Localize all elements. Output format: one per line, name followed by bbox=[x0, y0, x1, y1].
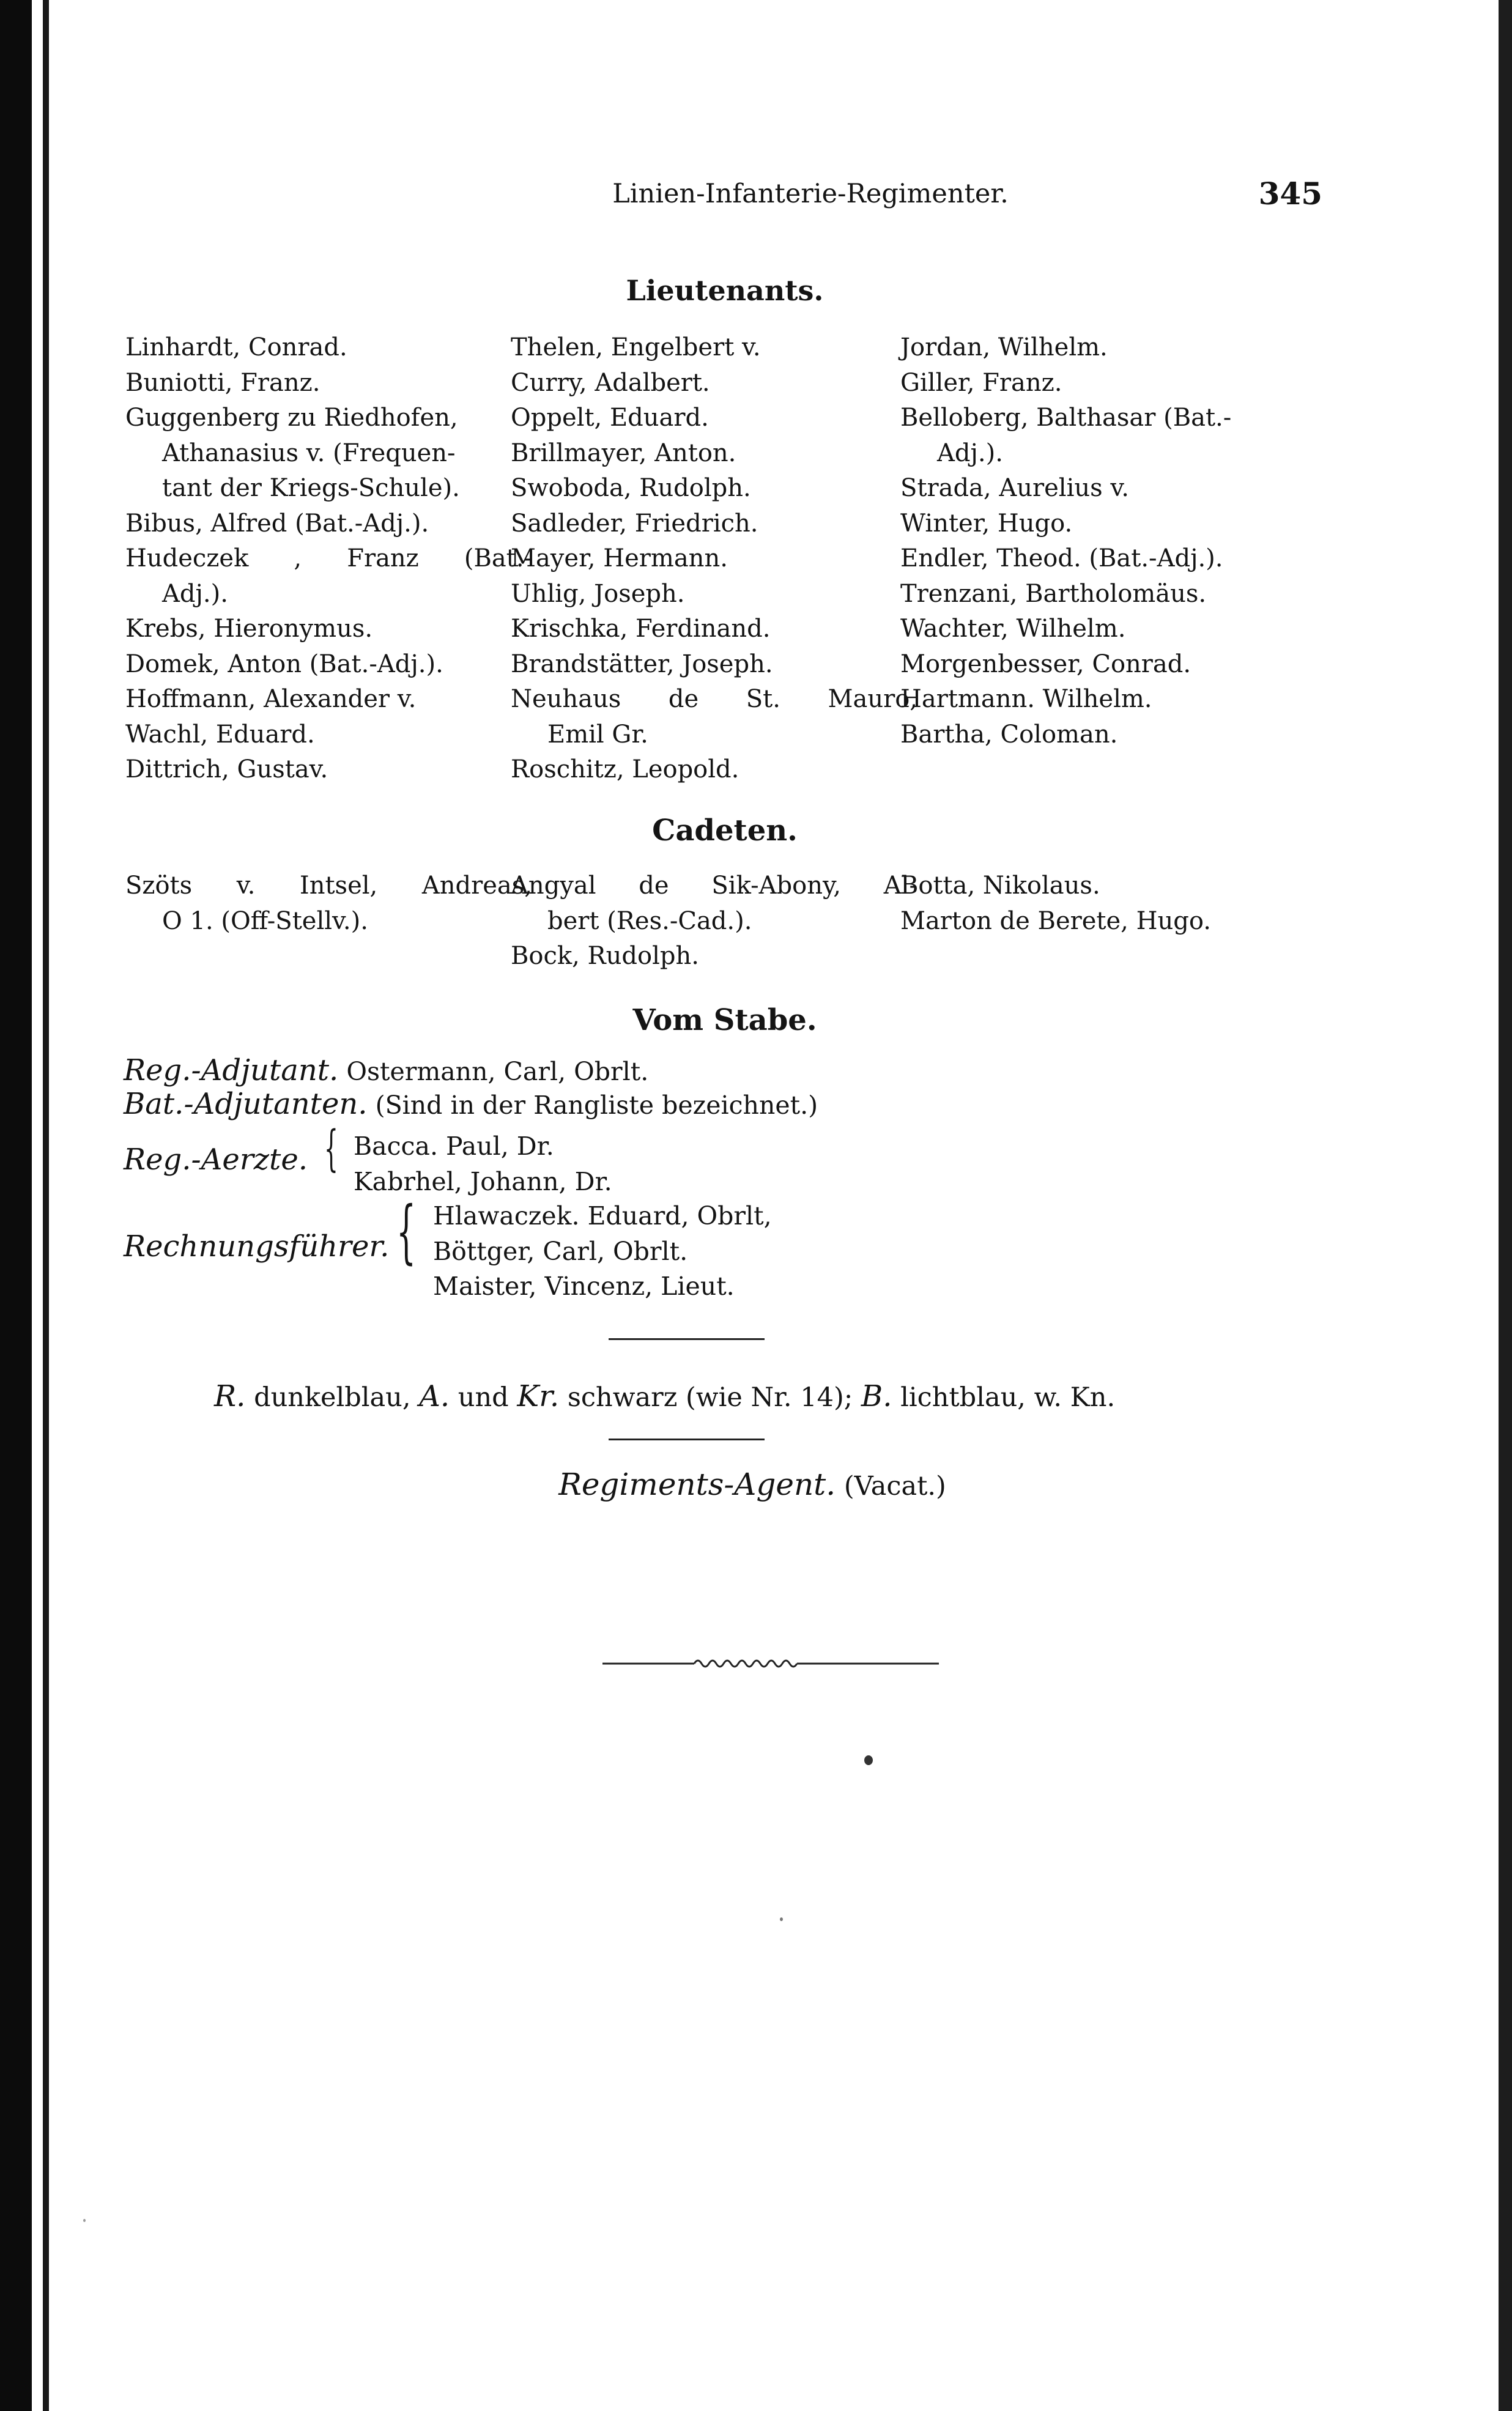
tailpiece-ornament bbox=[602, 1651, 939, 1676]
list-entry: Wachl, Eduard. bbox=[125, 720, 315, 749]
list-entry: Giller, Franz. bbox=[900, 368, 1062, 397]
list-entry: Winter, Hugo. bbox=[900, 509, 1073, 538]
page-number: 345 bbox=[1258, 176, 1322, 212]
list-entry-continuation: bert (Res.-Cad.). bbox=[547, 906, 752, 935]
scan-border-left-inner bbox=[43, 0, 49, 2411]
list-entry: Roschitz, Leopold. bbox=[511, 755, 739, 783]
list-entry: Krischka, Ferdinand. bbox=[511, 615, 771, 643]
list-entry: Bibus, Alfred (Bat.-Adj.). bbox=[125, 509, 429, 538]
lieutenants-column-2 bbox=[511, 330, 917, 788]
section-heading-lieutenants: Lieutenants. bbox=[626, 274, 824, 307]
color-connector: und bbox=[458, 1382, 509, 1413]
list-entry: Belloberg, Balthasar (Bat.- bbox=[900, 404, 1232, 432]
list-entry: Endler, Theod. (Bat.-Adj.). bbox=[900, 544, 1223, 572]
list-entry: Hlawaczek. Eduard, Obrlt, bbox=[433, 1201, 772, 1231]
color-key-kr: Kr. bbox=[517, 1379, 560, 1413]
color-value-r: dunkelblau, bbox=[254, 1382, 411, 1413]
list-entry: Dittrich, Gustav. bbox=[125, 755, 328, 783]
list-entry: Szöts v. Intsel, Andreas, bbox=[125, 872, 532, 900]
reg-adjutant-label: Reg.-Adjutant. bbox=[124, 1053, 339, 1087]
scan-border-right bbox=[1499, 0, 1512, 2411]
lieutenants-column-1 bbox=[125, 330, 532, 788]
reg-adjutant-row bbox=[124, 1053, 648, 1087]
list-entry: Hoffmann, Alexander v. bbox=[125, 685, 417, 713]
brace-glyph: { bbox=[324, 1120, 338, 1177]
section-heading-cadeten: Cadeten. bbox=[652, 813, 798, 848]
list-entry: Bacca. Paul, Dr. bbox=[354, 1131, 554, 1161]
ink-speck bbox=[864, 1755, 873, 1765]
list-entry: Oppelt, Eduard. bbox=[511, 404, 709, 432]
rechnungsfuehrer-label: Rechnungsführer. bbox=[124, 1229, 390, 1264]
list-entry: Brillmayer, Anton. bbox=[511, 439, 736, 467]
list-entry: Brandstätter, Joseph. bbox=[511, 650, 773, 678]
list-entry: Marton de Berete, Hugo. bbox=[900, 906, 1211, 935]
list-entry: Krebs, Hieronymus. bbox=[125, 615, 373, 643]
running-title: Linien-Infanterie-Regimenter. bbox=[612, 179, 1009, 209]
list-entry: Maister, Vincenz, Lieut. bbox=[433, 1272, 735, 1301]
color-key-a: A. bbox=[419, 1379, 450, 1413]
color-value-kr: schwarz (wie Nr. 14); bbox=[567, 1382, 853, 1413]
brace-glyph: { bbox=[396, 1192, 417, 1272]
scan-border-left bbox=[0, 0, 32, 2411]
color-value-b: lichtblau, w. Kn. bbox=[900, 1382, 1116, 1413]
list-entry-continuation: tant der Kriegs-Schule). bbox=[162, 474, 460, 502]
reg-adjutant-value: Ostermann, Carl, Obrlt. bbox=[346, 1057, 649, 1086]
regiments-agent-label: Regiments-Agent. bbox=[558, 1467, 836, 1502]
document-page bbox=[49, 0, 1499, 2411]
list-entry: Böttger, Carl, Obrlt. bbox=[433, 1236, 688, 1266]
list-entry: Bock, Rudolph. bbox=[511, 942, 699, 970]
list-entry: Guggenberg zu Riedhofen, bbox=[125, 404, 458, 432]
divider-rule bbox=[609, 1439, 765, 1440]
list-entry: Hartmann. Wilhelm. bbox=[900, 685, 1152, 713]
divider-rule bbox=[609, 1338, 765, 1340]
list-entry: Thelen, Engelbert v. bbox=[511, 333, 761, 361]
cadeten-column-3 bbox=[900, 868, 1307, 939]
list-entry: Uhlig, Joseph. bbox=[511, 579, 685, 608]
list-entry: Hudeczek , Franz (Bat.- bbox=[125, 544, 532, 572]
cadeten-column-1 bbox=[125, 868, 532, 939]
list-entry-continuation: Adj.). bbox=[937, 439, 1003, 467]
list-entry-continuation: Adj.). bbox=[162, 579, 228, 608]
bat-adjutanten-value: (Sind in der Rangliste bezeichnet.) bbox=[375, 1091, 818, 1120]
list-entry-continuation: O 1. (Off-Stellv.). bbox=[162, 906, 368, 935]
list-entry: Morgenbesser, Conrad. bbox=[900, 650, 1191, 678]
list-entry: Jordan, Wilhelm. bbox=[900, 333, 1108, 361]
list-entry: Wachter, Wilhelm. bbox=[900, 615, 1126, 643]
list-entry-continuation: Athanasius v. (Frequen- bbox=[162, 439, 456, 467]
regiments-agent-line bbox=[477, 1467, 1028, 1502]
rechnungsfuehrer-names bbox=[433, 1199, 772, 1305]
reg-aerzte-label: Reg.-Aerzte. bbox=[124, 1143, 308, 1177]
regiments-agent-value: (Vacat.) bbox=[843, 1471, 946, 1502]
list-entry: Trenzani, Bartholomäus. bbox=[900, 579, 1207, 608]
bat-adjutanten-label: Bat.-Adjutanten. bbox=[124, 1087, 368, 1121]
ink-speck bbox=[780, 1917, 783, 1921]
lieutenants-column-3 bbox=[900, 330, 1307, 752]
list-entry: Linhardt, Conrad. bbox=[125, 333, 347, 361]
list-entry: Botta, Nikolaus. bbox=[900, 872, 1100, 900]
color-key-b: B. bbox=[861, 1379, 892, 1413]
ink-speck bbox=[83, 2219, 86, 2222]
list-entry: Kabrhel, Johann, Dr. bbox=[354, 1166, 612, 1196]
cadeten-column-2 bbox=[511, 868, 917, 974]
bat-adjutanten-row bbox=[124, 1087, 818, 1121]
list-entry: Bartha, Coloman. bbox=[900, 720, 1118, 749]
uniform-colors-line bbox=[214, 1379, 1376, 1413]
reg-aerzte-names bbox=[354, 1129, 612, 1199]
list-entry: Sadleder, Friedrich. bbox=[511, 509, 758, 538]
list-entry: Strada, Aurelius v. bbox=[900, 474, 1129, 502]
list-entry: Domek, Anton (Bat.-Adj.). bbox=[125, 650, 443, 678]
color-key-r: R. bbox=[214, 1379, 246, 1413]
list-entry: Angyal de Sik-Abony, Al- bbox=[511, 872, 917, 900]
list-entry: Mayer, Hermann. bbox=[511, 544, 728, 572]
list-entry: Curry, Adalbert. bbox=[511, 368, 710, 397]
list-entry: Buniotti, Franz. bbox=[125, 368, 321, 397]
list-entry-continuation: Emil Gr. bbox=[547, 720, 648, 749]
list-entry: Swoboda, Rudolph. bbox=[511, 474, 751, 502]
section-heading-vom-stabe: Vom Stabe. bbox=[632, 1003, 817, 1037]
list-entry: Neuhaus de St. Mauro, bbox=[511, 685, 917, 713]
